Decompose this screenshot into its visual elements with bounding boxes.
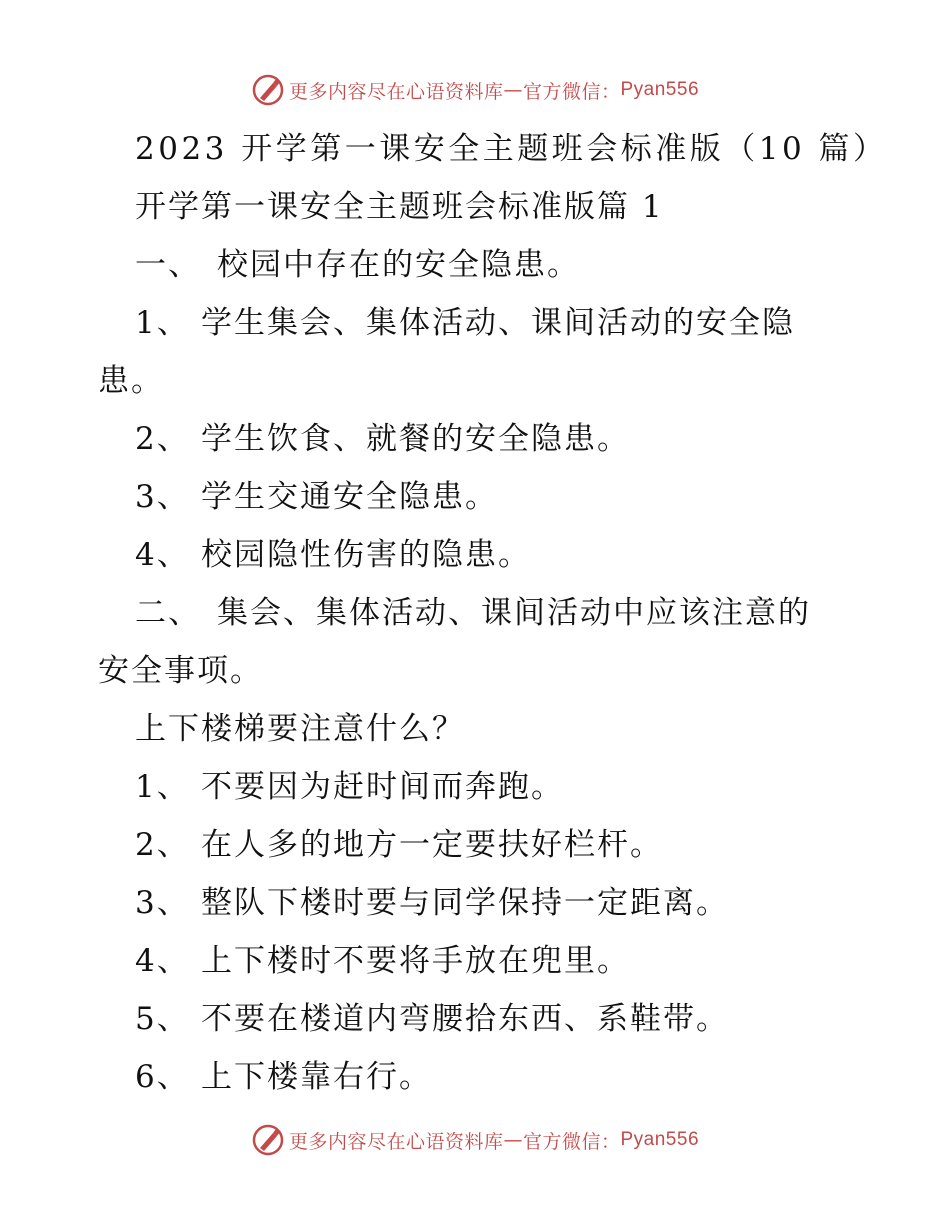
list-item — [0, 816, 950, 874]
pen-logo-icon — [251, 1123, 285, 1157]
item-text: 在人多的地方一定要扶好栏杆。 — [201, 827, 663, 863]
item-number: 4、 — [135, 943, 190, 979]
section-text: 校园中存在的安全隐患。 — [217, 247, 580, 283]
item-number: 2、 — [135, 827, 190, 863]
list-item — [0, 932, 950, 990]
list-item — [0, 758, 950, 816]
watermark-text: 更多内容尽在心语资料库 — [288, 1130, 504, 1153]
item-text: 不要因为赶时间而奔跑。 — [201, 769, 564, 805]
item-number: 4、 — [135, 537, 190, 573]
watermark-id: Pyan556 — [620, 79, 700, 100]
footer-watermark — [0, 1120, 950, 1160]
item-text: 不要在楼道内弯腰拾东西、系鞋带。 — [201, 1001, 729, 1037]
item-number: 6、 — [135, 1059, 190, 1095]
item-number: 3、 — [135, 479, 190, 515]
watermark-dash: — — [503, 1129, 523, 1151]
item-number: 2、 — [135, 421, 190, 457]
watermark-label: 官方微信： — [522, 1130, 621, 1153]
item-text: 上下楼靠右行。 — [201, 1059, 432, 1095]
item-text: 学生饮食、就餐的安全隐患。 — [201, 421, 630, 457]
section-continuation: 安全事项。 — [98, 653, 263, 689]
section-heading — [0, 584, 950, 642]
list-item — [0, 410, 950, 468]
item-number: 1、 — [135, 769, 190, 805]
list-item — [0, 468, 950, 526]
list-item — [0, 990, 950, 1048]
item-text: 整队下楼时要与同学保持一定距离。 — [201, 885, 729, 921]
watermark-label: 官方微信： — [522, 80, 621, 103]
section-text: 集会、集体活动、课间活动中应该注意的 — [217, 595, 811, 631]
document-title: 2023 开学第一课安全主题班会标准版（10 篇） — [135, 131, 888, 167]
question-heading: 上下楼梯要注意什么？ — [135, 711, 465, 747]
pen-logo-icon — [251, 73, 285, 107]
item-number: 5、 — [135, 1001, 190, 1037]
list-item — [0, 874, 950, 932]
item-text: 上下楼时不要将手放在兜里。 — [201, 943, 630, 979]
list-item-continuation: 患。 — [98, 363, 164, 399]
item-text: 校园隐性伤害的隐患。 — [201, 537, 531, 573]
section-number: 二、 — [135, 595, 201, 631]
list-item — [0, 294, 950, 352]
item-number: 3、 — [135, 885, 190, 921]
document-subtitle: 开学第一课安全主题班会标准版篇 1 — [135, 189, 664, 225]
item-text: 学生集会、集体活动、课间活动的安全隐 — [201, 305, 795, 341]
list-item — [0, 1048, 950, 1106]
section-number: 一、 — [135, 247, 201, 283]
watermark-text: 更多内容尽在心语资料库 — [288, 80, 504, 103]
header-watermark — [0, 70, 950, 110]
list-item — [0, 526, 950, 584]
watermark-dash: — — [503, 79, 523, 101]
item-text: 学生交通安全隐患。 — [201, 479, 498, 515]
item-number: 1、 — [135, 305, 190, 341]
section-heading — [0, 236, 950, 294]
watermark-id: Pyan556 — [620, 1129, 700, 1150]
